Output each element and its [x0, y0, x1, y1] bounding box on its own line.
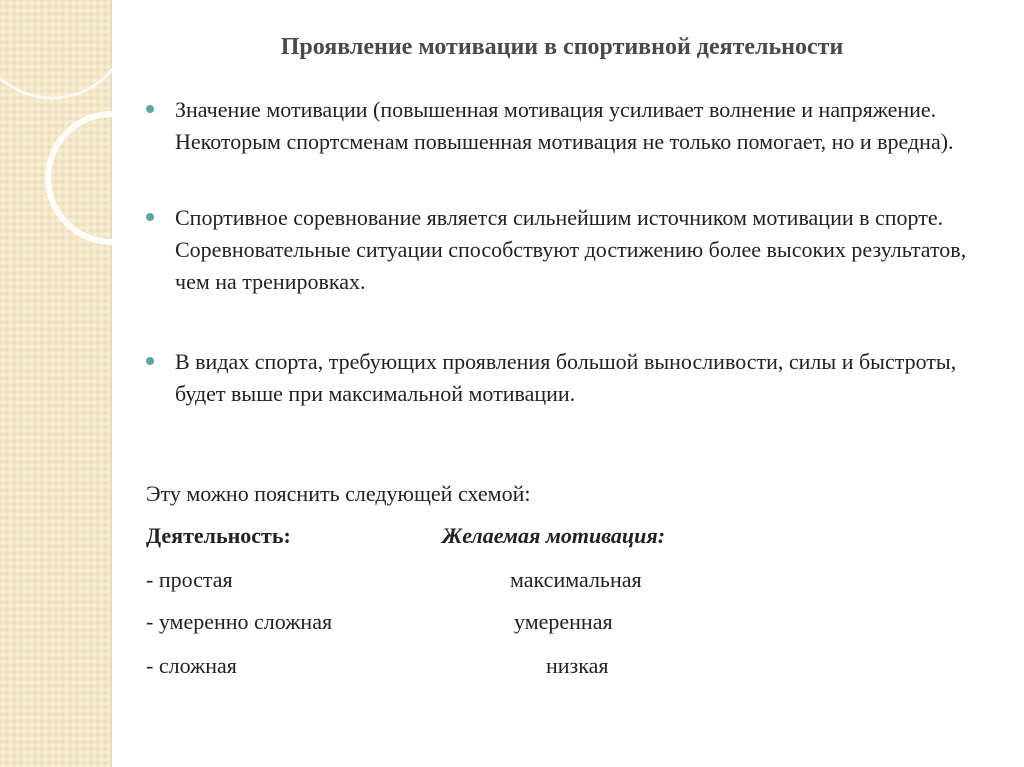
scheme-intro: Эту можно пояснить следующей схемой:	[146, 481, 531, 506]
scheme-row-motivation: низкая	[546, 653, 609, 678]
bullet-text: В видах спорта, требующих проявления большой выносливости, силы и быстроты, будет выше при максимальной мотивации.	[175, 349, 957, 406]
bullet-item	[146, 94, 976, 158]
bullet-dot-icon	[146, 357, 154, 365]
scheme-row-motivation: максимальная	[510, 567, 642, 592]
bullet-text: Спортивное соревнование является сильнейшим источником мотивации в спорте. Соревновательные ситуации способствуют достижению более высоких результатов, чем на тренировках.	[175, 205, 967, 294]
bullet-item	[146, 202, 976, 298]
bullet-dot-icon	[146, 213, 154, 221]
bullet-text: Значение мотивации (повышенная мотивация усиливает волнение и напряжение. Некоторым спортсменам повышенная мотивация не только помогает, но и вредна).	[175, 97, 954, 154]
bullet-list	[146, 94, 976, 410]
scheme-row-activity: - сложная	[146, 653, 237, 678]
scheme-header-activity: Деятельность:	[146, 523, 291, 548]
slide-title: Проявление мотивации в спортивной деятельности	[280, 34, 844, 60]
scheme-header-motivation: Желаемая мотивация:	[442, 523, 666, 548]
bullet-dot-icon	[146, 105, 154, 113]
scheme-row-motivation: умеренная	[514, 609, 613, 634]
bullet-item	[146, 346, 976, 410]
scheme-row-activity: - простая	[146, 567, 233, 592]
scheme-row-activity: - умеренно сложная	[146, 609, 333, 634]
